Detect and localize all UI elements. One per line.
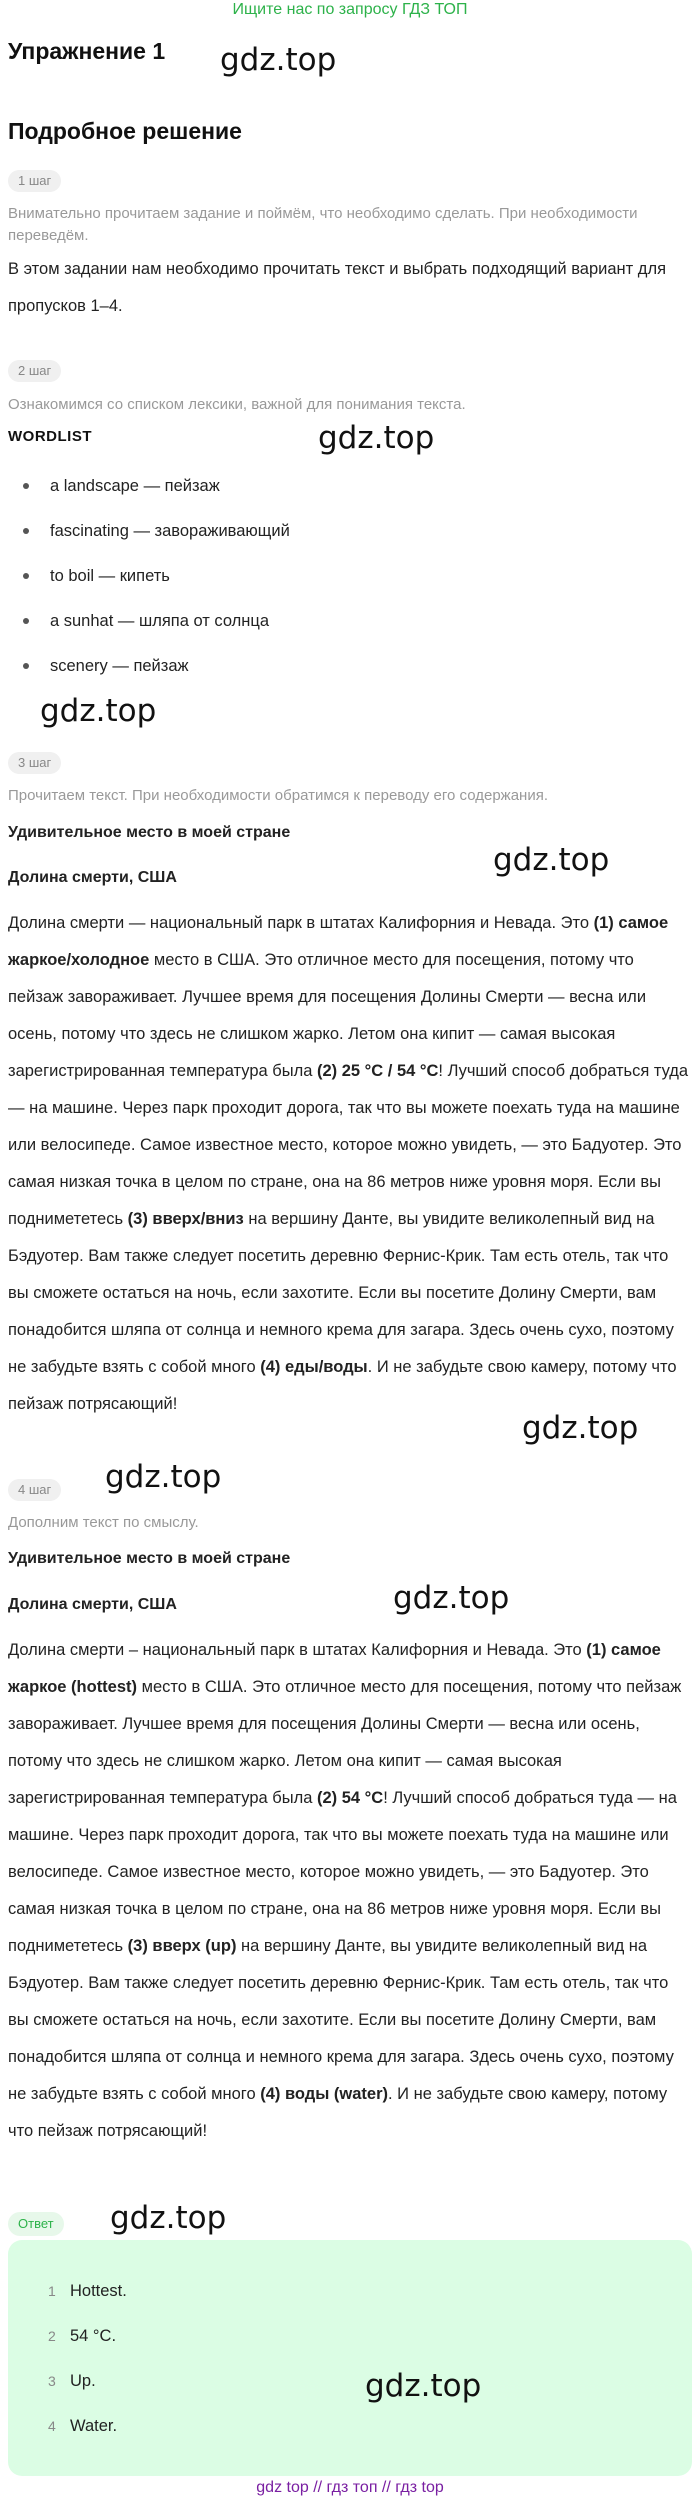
- watermark: gdz.top: [40, 693, 157, 729]
- answer-gap-1: (1) самое жаркое (hottest): [8, 1641, 661, 1696]
- step-badge-3: 3 шаг: [8, 752, 61, 774]
- step2-hint: Ознакомимся со списком лексики, важной для понимания текста.: [8, 396, 466, 413]
- bullet-icon: [23, 573, 29, 579]
- bullet-icon: [23, 663, 29, 669]
- top-banner[interactable]: Ищите нас по запросу ГДЗ ТОП: [232, 1, 468, 18]
- watermark: gdz.top: [220, 42, 337, 78]
- step3-text-subtitle: Долина смерти, США: [8, 869, 177, 886]
- watermark: gdz.top: [318, 420, 435, 456]
- list-item: 1 Hottest.: [48, 2282, 127, 2300]
- step4-paragraph: Долина смерти – национальный парк в штатах Калифорния и Невада. Это (1) самое жаркое (hottest) место в США. Это отличное место для посещения, потому что пейзаж завораживает. Лучшее время для посещения Долины Смерти — весна или осень, потому что здесь не слишком жарко. Летом она кипит — самая высокая зарегистрированная температура была (2) 54 °C! Лучший способ добраться туда — на машине. Через парк проходит дорога, так что вы можете поехать туда на машине или велосипеде. Самое известное место, которое можно увидеть, — это Бадуотер. Это самая низкая точка в целом по стране, она на 86 метров ниже уровня моря. Если вы поднимететесь (3) вверх (up) на вершину Данте, вы увидите великолепный вид на Бэдуотер. Вам также следует посетить деревню Фернис-Крик. Там есть отель, так что вы сможете остаться на ночь, если захотите. Если вы посетите Долину Смерти, вам понадобится шляпа от солнца и немного крема для загара. Здесь очень сухо, поэтому не забудьте взять с собой много (4) воды (water). И не забудьте свою камеру, потому что пейзаж потрясающий!: [8, 1641, 682, 2140]
- step1-hint: Внимательно прочитаем задание и поймём, что необходимо сделать. При необходимости переведём.: [8, 205, 638, 244]
- list-item: 2 54 °C.: [48, 2327, 117, 2345]
- step1-text: В этом задании нам необходимо прочитать текст и выбрать подходящий вариант для пропусков 1–4.: [8, 260, 667, 315]
- list-item: 3 Up.: [48, 2372, 96, 2390]
- list-item: [8, 563, 290, 608]
- watermark: gdz.top: [365, 2368, 482, 2404]
- list-item: [8, 653, 290, 698]
- answer-gap-4: (4) воды (water): [260, 2085, 388, 2103]
- answer-badge: Ответ: [8, 2212, 64, 2236]
- word-item: a sunhat — шляпа от солнца: [50, 612, 270, 630]
- step3-paragraph: Долина смерти — национальный парк в штатах Калифорния и Невада. Это (1) самое жаркое/холодное место в США. Это отличное место для посещения, потому что пейзаж завораживает. Лучшее время для посещения Долины Смерти — весна или осень, потому что здесь не слишком жарко. Летом она кипит — самая высокая зарегистрированная температура была (2) 25 °C / 54 °C! Лучший способ добраться туда — на машине. Через парк проходит дорога, так что вы можете поехать туда на машине или велосипеде. Самое известное место, которое можно увидеть, — это Бадуотер. Это самая низкая точка в целом по стране, она на 86 метров ниже уровня моря. Если вы поднимететесь (3) вверх/вниз на вершину Данте, вы увидите великолепный вид на Бэдуотер. Вам также следует посетить деревню Фернис-Крик. Там есть отель, так что вы сможете остаться на ночь, если захотите. Если вы посетите Долину Смерти, вам понадобится шляпа от солнца и немного крема для загара. Здесь очень сухо, поэтому не забудьте взять с собой много (4) еды/воды. И не забудьте свою камеру, потому что пейзаж потрясающий!: [8, 914, 689, 1413]
- step-badge-1: 1 шаг: [8, 170, 61, 192]
- word-list: [8, 473, 290, 698]
- answer-gap-3: (3) вверх (up): [127, 1937, 237, 1955]
- step3-text-title: Удивительное место в моей стране: [8, 824, 291, 841]
- list-item: [8, 608, 290, 653]
- step3-hint: Прочитаем текст. При необходимости обратимся к переводу его содержания.: [8, 787, 548, 804]
- bullet-icon: [23, 618, 29, 624]
- gap-1: (1) самое жаркое/холодное: [8, 914, 669, 969]
- step-badge-4: 4 шаг: [8, 1479, 61, 1501]
- gap-2: (2) 25 °C / 54 °C: [317, 1062, 439, 1080]
- answer-gap-2: (2) 54 °C: [317, 1789, 384, 1807]
- watermark: gdz.top: [393, 1580, 510, 1616]
- solution-heading: Подробное решение: [8, 118, 242, 144]
- bullet-icon: [23, 483, 29, 489]
- step4-text-subtitle: Долина смерти, США: [8, 1596, 177, 1613]
- bullet-icon: [23, 528, 29, 534]
- footer-links[interactable]: gdz top // гдз топ // гдз top: [256, 2479, 444, 2496]
- step-badge-2: 2 шаг: [8, 360, 61, 382]
- watermark: gdz.top: [522, 1410, 639, 1446]
- watermark: gdz.top: [110, 2200, 227, 2236]
- wordlist-title: WORDLIST: [8, 428, 92, 445]
- list-item: [8, 473, 290, 518]
- list-item: [8, 518, 290, 563]
- step4-hint: Дополним текст по смыслу.: [8, 1514, 199, 1531]
- watermark: gdz.top: [493, 842, 610, 878]
- watermark: gdz.top: [105, 1459, 222, 1495]
- gap-4: (4) еды/воды: [260, 1358, 368, 1376]
- word-item: fascinating — завораживающий: [50, 522, 290, 540]
- list-item: 4 Water.: [48, 2417, 118, 2435]
- answer-box: [8, 2240, 692, 2476]
- word-item: to boil — кипеть: [50, 567, 170, 585]
- answer-list: [48, 2278, 127, 2458]
- word-item: scenery — пейзаж: [50, 657, 189, 675]
- word-item: a landscape — пейзаж: [50, 477, 220, 495]
- step4-text-title: Удивительное место в моей стране: [8, 1550, 291, 1567]
- exercise-title: Упражнение 1: [8, 38, 166, 64]
- gap-3: (3) вверх/вниз: [127, 1210, 244, 1228]
